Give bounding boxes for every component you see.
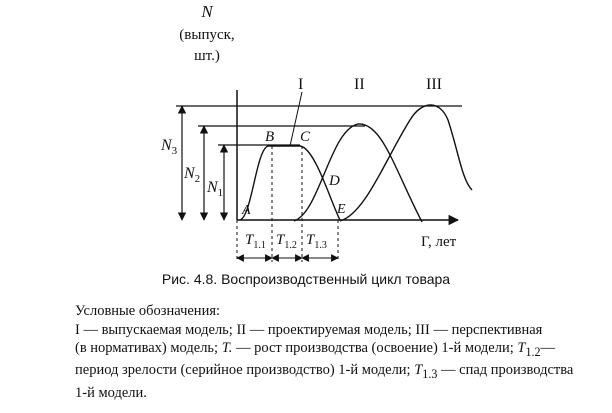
legend-line-3-text-a: период зрелости (серийное производство) 1-й модели; (75, 362, 411, 379)
legend-line-2-dash: — (540, 340, 556, 356)
legend-line-4: 1-й модели. (75, 384, 147, 401)
legend-line-2 (75, 339, 575, 361)
legend-line-2-symbol-2: T (517, 340, 526, 356)
curve-label-3: III (426, 76, 442, 93)
figure-caption: Рис. 4.8. Воспроизводственный цикл товара (161, 271, 451, 287)
point-b: B (265, 129, 275, 145)
level-label-n3: $N_3$ (161, 137, 178, 157)
legend-line-3 (75, 361, 575, 383)
level-label-n2: $N_2$ (184, 165, 201, 185)
legend-line-3-sub: 1.3 (422, 367, 438, 382)
y-axis-symbol: N (201, 2, 213, 21)
legend-line-3-text-b: — спад производства (441, 362, 574, 379)
interval-label-3: $T_{1.3}$ (306, 232, 327, 251)
point-a: A (242, 203, 251, 218)
point-d: D (329, 173, 340, 189)
legend-line-2-symbol: T. (221, 340, 233, 356)
y-axis-label-line2: шт.) (194, 48, 220, 64)
x-axis-label: Г, лет (421, 234, 457, 250)
legend-line-2-sub-2: 1.2 (525, 344, 541, 359)
legend-block (75, 302, 575, 402)
point-c: C (300, 129, 311, 145)
level-label-n1: $N_1$ (207, 179, 224, 199)
interval-label-2: $T_{1.2}$ (276, 232, 297, 251)
y-axis-label-line1: (выпуск, (179, 27, 235, 43)
legend-line-3-symbol: T (414, 362, 423, 379)
curve-model-1 (240, 146, 340, 220)
curve-label-2: II (354, 76, 365, 93)
curve-model-3 (340, 105, 472, 221)
legend-heading: Условные обозначения: (75, 303, 221, 319)
point-e: E (337, 202, 346, 217)
interval-label-1: $T_{1.1}$ (245, 232, 266, 251)
legend-line-2-text-a: (в нормативах) модель; (75, 340, 219, 356)
legend-line-1: I — выпускаемая модель; II — проектируемая модель; III — перспективная (75, 321, 543, 338)
legend-line-2-text-b: — рост производства (освоение) 1-й модели; (235, 340, 514, 356)
curve-label-1: I (298, 76, 304, 93)
